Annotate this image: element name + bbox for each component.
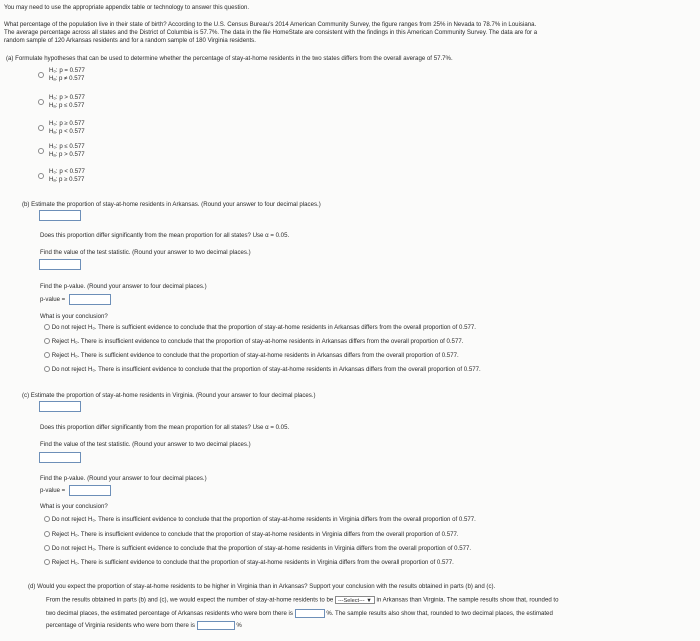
- part-d-line-1-post: in Arkansas than Virginia. The sample results show that, rounded to: [376, 596, 559, 604]
- ha-text: Hₐ: p ≠ 0.577: [49, 75, 85, 83]
- virginia-proportion-input[interactable]: [39, 401, 81, 412]
- radio-button[interactable]: [38, 125, 44, 131]
- conclusion-option[interactable]: [44, 352, 459, 360]
- part-b-pvalue-question: Find the p-value. (Round your answer to four decimal places.): [40, 283, 207, 290]
- intro-note: You may need to use the appropriate appendix table or technology to answer this question.: [4, 4, 250, 11]
- radio-button[interactable]: [38, 173, 44, 179]
- pvalue-label: p-value =: [40, 487, 66, 495]
- conclusion-text: Do not reject H₀. There is sufficient evidence to conclude that the proportion of stay-at-home residents in Virginia differs from the overall proportion of 0.577.: [51, 545, 472, 552]
- h0-text: H₀: p ≥ 0.577: [49, 120, 85, 127]
- radio-button[interactable]: [44, 338, 50, 344]
- part-b-pvalue-row: [40, 294, 111, 305]
- ha-text: Hₐ: p < 0.577: [49, 128, 85, 136]
- part-d-line-3: [46, 621, 242, 630]
- radio-button[interactable]: [38, 72, 44, 78]
- radio-button[interactable]: [44, 366, 50, 372]
- hypothesis-option[interactable]: [38, 120, 85, 136]
- conclusion-text: Reject H₀. There is insufficient evidence to conclude that the proportion of stay-at-home residents in Arkansas differs from the overall proportion of 0.577.: [51, 338, 464, 345]
- hypothesis-option[interactable]: [38, 143, 85, 159]
- conclusion-text: Reject H₀. There is insufficient evidence to conclude that the proportion of stay-at-home residents in Virginia differs from the overall proportion of 0.577.: [51, 531, 459, 538]
- part-a-prompt: (a) Formulate hypotheses that can be used to determine whether the percentage of stay-at-home residents in the two states differs from the overall average of 57.7%.: [6, 55, 453, 62]
- radio-button[interactable]: [44, 516, 50, 522]
- part-b-stat-question: Find the value of the test statistic. (Round your answer to two decimal places.): [40, 249, 251, 256]
- radio-button[interactable]: [44, 531, 50, 537]
- part-d-line-2-pre: two decimal places, the estimated percentage of Arkansas residents who were born there is: [46, 610, 293, 618]
- conclusion-option[interactable]: [44, 545, 471, 553]
- part-d-line-3-pre: percentage of Virginia residents who were born there is: [46, 622, 195, 630]
- part-c-pvalue-question: Find the p-value. (Round your answer to four decimal places.): [40, 475, 207, 482]
- intro-paragraph-2: The average percentage across all states and the District of Columbia is 57.7%. The data in the file HomeState are consistent with the findings in this American Community Survey. The data are for a: [4, 29, 538, 36]
- h0-text: H₀: p ≤ 0.577: [49, 143, 85, 150]
- radio-button[interactable]: [44, 559, 50, 565]
- conclusion-text: Do not reject H₀. There is sufficient evidence to conclude that the proportion of stay-at-home residents in Arkansas differs from the overall proportion of 0.577.: [51, 324, 476, 331]
- higher-lower-select[interactable]: [335, 596, 375, 604]
- intro-paragraph-3: random sample of 120 Arkansas residents and for a random sample of 180 Virginia residents.: [4, 37, 256, 44]
- part-b-differ-question: Does this proportion differ significantly from the mean proportion for all states? Use α = 0.05.: [40, 232, 290, 239]
- radio-button[interactable]: [38, 99, 44, 105]
- conclusion-text: Do not reject H₀. There is insufficient evidence to conclude that the proportion of stay-at-home residents in Arkansas differs from the overall proportion of 0.577.: [51, 366, 481, 373]
- conclusion-option[interactable]: [44, 516, 476, 524]
- virginia-pvalue-input[interactable]: [69, 485, 111, 496]
- virginia-test-statistic-input[interactable]: [39, 452, 81, 463]
- percent-sign: %: [236, 622, 242, 630]
- part-d-line-2: [46, 609, 553, 618]
- ha-text: Hₐ: p > 0.577: [49, 151, 85, 159]
- hypothesis-option[interactable]: [38, 168, 85, 184]
- part-c-prompt: (c) Estimate the proportion of stay-at-home residents in Virginia. (Round your answer to four decimal places.): [22, 392, 316, 399]
- part-d-line-1-pre: From the results obtained in parts (b) and (c), we would expect the number of stay-at-home residents to be: [46, 596, 334, 604]
- pvalue-label: p-value =: [40, 296, 66, 304]
- select-label: ---Select---: [337, 598, 365, 604]
- arkansas-pvalue-input[interactable]: [69, 294, 111, 305]
- arkansas-percentage-input[interactable]: [295, 609, 325, 618]
- conclusion-option[interactable]: [44, 324, 476, 332]
- radio-button[interactable]: [38, 148, 44, 154]
- h0-text: H₀: p > 0.577: [49, 94, 85, 101]
- part-c-pvalue-row: [40, 485, 111, 496]
- part-b-conclusion-question: What is your conclusion?: [40, 313, 108, 320]
- arkansas-proportion-input[interactable]: [39, 210, 81, 221]
- virginia-percentage-input[interactable]: [197, 621, 235, 630]
- arkansas-test-statistic-input[interactable]: [39, 259, 81, 270]
- part-c-conclusion-question: What is your conclusion?: [40, 503, 108, 510]
- radio-button[interactable]: [44, 324, 50, 330]
- hypothesis-option[interactable]: [38, 67, 85, 83]
- radio-button[interactable]: [44, 352, 50, 358]
- conclusion-text: Reject H₀. There is sufficient evidence to conclude that the proportion of stay-at-home residents in Virginia differs from the overall proportion of 0.577.: [51, 559, 454, 566]
- chevron-down-icon: ▼: [366, 598, 372, 604]
- conclusion-option[interactable]: [44, 531, 459, 539]
- part-c-differ-question: Does this proportion differ significantly from the mean proportion for all states? Use α = 0.05.: [40, 424, 290, 431]
- h0-text: H₀: p < 0.577: [49, 168, 85, 175]
- part-b-prompt: (b) Estimate the proportion of stay-at-home residents in Arkansas. (Round your answer to four decimal places.): [22, 201, 321, 208]
- h0-text: H₀: p = 0.577: [49, 67, 85, 74]
- conclusion-text: Do not reject H₀. There is insufficient evidence to conclude that the proportion of stay-at-home residents in Virginia differs from the overall proportion of 0.577.: [51, 516, 476, 523]
- part-d-line-1: [46, 596, 559, 604]
- part-d-line-2-post: %. The sample results also show that, rounded to two decimal places, the estimated: [326, 610, 553, 618]
- conclusion-option[interactable]: [44, 559, 454, 567]
- part-c-stat-question: Find the value of the test statistic. (Round your answer to two decimal places.): [40, 441, 251, 448]
- ha-text: Hₐ: p ≥ 0.577: [49, 176, 85, 184]
- radio-button[interactable]: [44, 545, 50, 551]
- intro-paragraph-1: What percentage of the population live in their state of birth? According to the U.S. Census Bureau's 2014 American Community Survey, the figure ranges from 25% in Nevada to 78.7% in Louisiana.: [4, 21, 537, 28]
- conclusion-text: Reject H₀. There is sufficient evidence to conclude that the proportion of stay-at-home residents in Arkansas differs from the overall proportion of 0.577.: [51, 352, 459, 359]
- part-d-prompt: (d) Would you expect the proportion of stay-at-home residents to be higher in Virginia than in Arkansas? Support your conclusion with the results obtained in parts (b) and (c).: [28, 583, 496, 590]
- conclusion-option[interactable]: [44, 366, 481, 374]
- conclusion-option[interactable]: [44, 338, 463, 346]
- ha-text: Hₐ: p ≤ 0.577: [49, 102, 85, 110]
- hypothesis-option[interactable]: [38, 94, 85, 110]
